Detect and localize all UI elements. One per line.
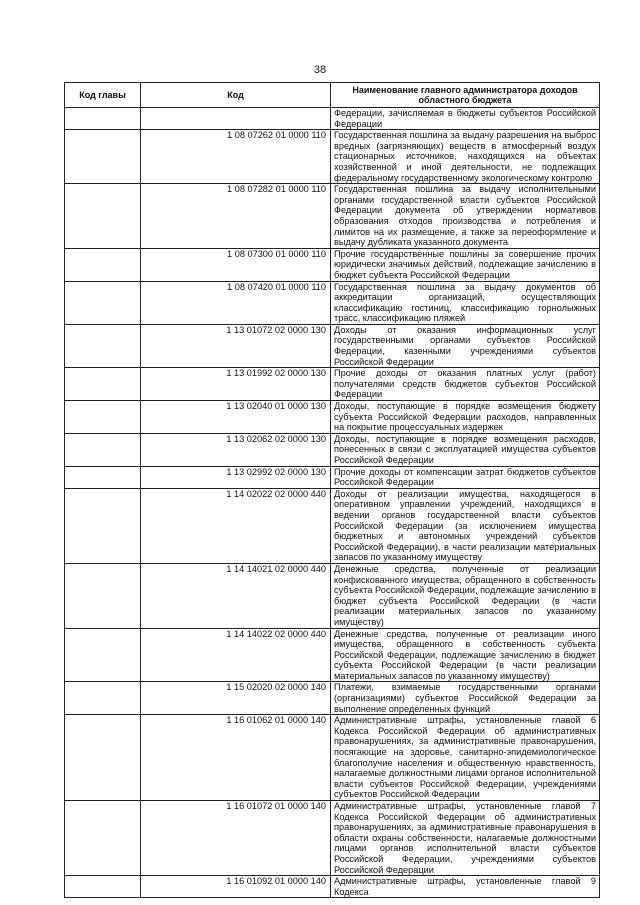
name-cell: Административные штрафы, установленные главой 9 Кодекса	[331, 876, 600, 898]
code-cell: 1 08 07420 01 0000 110	[141, 281, 331, 324]
code-cell: 1 15 02020 02 0000 140	[141, 682, 331, 715]
table-row	[65, 108, 600, 130]
header-administrator-name: Наименование главного администратора доходов областного бюджета	[331, 83, 600, 108]
code-cell: 1 13 02040 01 0000 130	[141, 401, 331, 434]
name-cell: Прочие доходы от оказания платных услуг (работ) получателями средств бюджетов субъектов Российской Федерации	[331, 368, 600, 401]
table-row	[65, 876, 600, 898]
name-cell: Государственная пошлина за выдачу документов об аккредитации организаций, осуществляющих классификацию гостиниц, классификацию горнолыжных трасс, классификацию пляжей	[331, 281, 600, 324]
code-cell: 1 14 14021 02 0000 440	[141, 563, 331, 628]
name-cell: Административные штрафы, установленные главой 7 Кодекса Российской Федерации об административных правонарушениях, за административные правонарушения в области охраны собственности, налагаемые должностными лицами органов исполнительной власти субъектов Российской Федерации, учреждениями субъектов Российской Федерации	[331, 801, 600, 876]
code-cell: 1 16 01062 01 0000 140	[141, 715, 331, 801]
chapter-cell	[65, 324, 141, 367]
chapter-cell	[65, 801, 141, 876]
code-cell: 1 08 07282 01 0000 110	[141, 184, 331, 249]
name-cell: Административные штрафы, установленные главой 6 Кодекса Российской Федерации об административных правонарушениях, за административные правонарушения, посягающие на здоровье, санитарно-эпидемиологическое благополучие населения и общественную нравственность, налагаемые должностными лицами органов исполнительной власти субъектов Российской Федерации, учреждениями субъектов Российской Федерации	[331, 715, 600, 801]
name-cell: Доходы, поступающие в порядке возмещения бюджету субъекта Российской Федерации расходов, направленных на покрытие процессуальных издержек	[331, 401, 600, 434]
name-cell: Прочие доходы от компенсации затрат бюджетов субъектов Российской Федерации	[331, 466, 600, 488]
chapter-cell	[65, 715, 141, 801]
chapter-cell	[65, 184, 141, 249]
name-cell: Прочие государственные пошлины за совершение прочих юридически значимых действий, подлежащие зачислению в бюджет субъекта Российской Федерации	[331, 248, 600, 281]
table-row	[65, 488, 600, 563]
table-row	[65, 466, 600, 488]
code-cell: 1 16 01072 01 0000 140	[141, 801, 331, 876]
chapter-cell	[65, 433, 141, 466]
table-row	[65, 130, 600, 184]
code-cell: 1 13 01992 02 0000 130	[141, 368, 331, 401]
table-row	[65, 401, 600, 434]
table-row	[65, 563, 600, 628]
code-cell: 1 08 07262 01 0000 110	[141, 130, 331, 184]
table-row	[65, 324, 600, 367]
table-row	[65, 628, 600, 682]
code-cell: 1 14 14022 02 0000 440	[141, 628, 331, 682]
chapter-cell	[65, 876, 141, 898]
chapter-cell	[65, 466, 141, 488]
chapter-cell	[65, 682, 141, 715]
code-cell	[141, 108, 331, 130]
table-header-row	[65, 83, 600, 108]
table-body	[65, 108, 600, 898]
table-row	[65, 715, 600, 801]
name-cell: Денежные средства, полученные от реализации иного имущества, обращенного в собственность субъекта Российской Федерации, подлежащие зачислению в бюджет субъекта Российской Федерации (в части реализации материальных запасов по указанному имуществу)	[331, 628, 600, 682]
table-row	[65, 682, 600, 715]
chapter-cell	[65, 368, 141, 401]
chapter-cell	[65, 248, 141, 281]
name-cell: Доходы от оказания информационных услуг государственными органами субъектов Российской Федерации, казенными учреждениями субъектов Российской Федерации	[331, 324, 600, 367]
name-cell: Государственная пошлина за выдачу разрешения на выброс вредных (загрязняющих) веществ в атмосферный воздух стационарных источников, находящихся на объектах хозяйственной и иной деятельности, не подлежащих федеральному государственному экологическому контролю	[331, 130, 600, 184]
chapter-cell	[65, 108, 141, 130]
name-cell: Федерации, зачисляемая в бюджеты субъектов Российской Федерации	[331, 108, 600, 130]
name-cell: Доходы, поступающие в порядке возмещения расходов, понесенных в связи с эксплуатацией имущества субъектов Российской Федерации	[331, 433, 600, 466]
code-cell: 1 13 01072 02 0000 130	[141, 324, 331, 367]
header-code: Код	[141, 83, 331, 108]
name-cell: Платежи, взимаемые государственными органами (организациями) субъектов Российской Федерации за выполнение определенных функций	[331, 682, 600, 715]
table-row	[65, 801, 600, 876]
chapter-cell	[65, 401, 141, 434]
chapter-cell	[65, 563, 141, 628]
header-chapter-code: Код главы	[65, 83, 141, 108]
table-row	[65, 433, 600, 466]
code-cell: 1 13 02062 02 0000 130	[141, 433, 331, 466]
name-cell: Доходы от реализации имущества, находящегося в оперативном управлении учреждений, находящихся в ведении органов государственной власти субъектов Российской Федерации (за исключением имущества бюджетных и автономных учреждений субъектов Российской Федерации), в части реализации материальных запасов по указанному имуществу	[331, 488, 600, 563]
revenue-codes-table	[64, 82, 600, 898]
code-cell: 1 14 02022 02 0000 440	[141, 488, 331, 563]
page-number: 38	[313, 64, 327, 76]
table-row	[65, 368, 600, 401]
chapter-cell	[65, 281, 141, 324]
chapter-cell	[65, 628, 141, 682]
name-cell: Денежные средства, полученные от реализации конфискованного имущества, обращенного в собственность субъекта Российской Федерации, подлежащие зачислению в бюджет субъекта Российской Федерации (в части реализации материальных запасов по указанному имуществу)	[331, 563, 600, 628]
chapter-cell	[65, 488, 141, 563]
table-row	[65, 248, 600, 281]
name-cell: Государственная пошлина за выдачу исполнительными органами государственной власти субъектов Российской Федерации документа об утверждении нормативов образования отходов производства и потребления и лимитов на их размещение, а также за переоформление и выдачу дубликата указанного документа	[331, 184, 600, 249]
table-row	[65, 184, 600, 249]
code-cell: 1 08 07300 01 0000 110	[141, 248, 331, 281]
code-cell: 1 13 02992 02 0000 130	[141, 466, 331, 488]
table-row	[65, 281, 600, 324]
chapter-cell	[65, 130, 141, 184]
code-cell: 1 16 01092 01 0000 140	[141, 876, 331, 898]
